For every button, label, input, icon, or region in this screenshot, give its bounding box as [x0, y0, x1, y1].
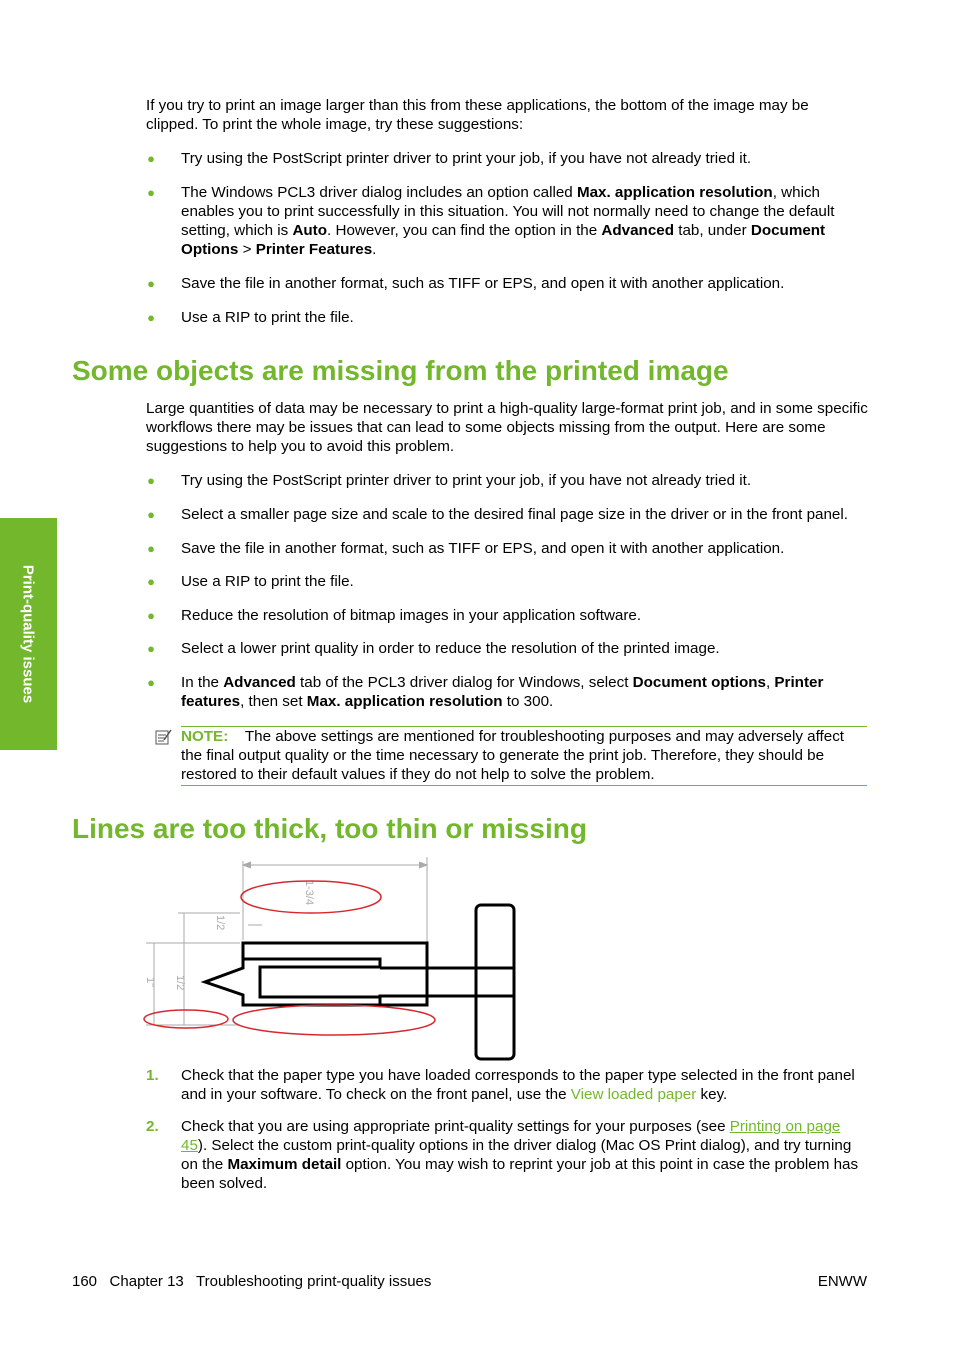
list-item-text: Select a smaller page size and scale to the desired final page size in the driver or in the front panel.: [181, 506, 848, 523]
list-item: [146, 606, 868, 625]
side-tab-label: Print-quality issues: [19, 564, 37, 704]
note-box: [181, 726, 867, 786]
list-item-text: In the Advanced tab of the PCL3 driver dialog for Windows, select Document options, Printer features, then set Max. application resolution to 300.: [181, 674, 824, 710]
step-number: 1.: [146, 1067, 159, 1084]
bullet-icon: [146, 183, 156, 202]
bullet-icon: [146, 274, 156, 293]
dim-label-1-3-4: 1-3/4: [303, 880, 315, 906]
footer-right: ENWW: [817, 1273, 867, 1290]
list-item: [146, 149, 868, 168]
list-item-text: Save the file in another format, such as TIFF or EPS, and open it with another application.: [181, 540, 785, 557]
list-item: [146, 639, 868, 658]
note-text: The above settings are mentioned for troubleshooting purposes and may adversely affect the final output quality or the time necessary to generate the print job. Therefore, they should be restored to their default values if they do not help to solve the problem.: [181, 728, 845, 783]
bullet-icon: [146, 471, 156, 490]
tool-outline: [205, 905, 514, 1059]
view-loaded-paper-link[interactable]: View loaded paper: [570, 1086, 697, 1103]
section-heading-lines: Lines are too thick, too thin or missing: [72, 813, 587, 844]
footer-chapter: Chapter 13: [109, 1273, 184, 1290]
list-item-text: Check that you are using appropriate print-quality settings for your purposes (see Printing on page 45). Select the custom print-quality options in the driver dialog (Mac OS Print dialog), and try turning on the Maximum detail option. You may wish to reprint your job at this point in case the problem has been solved.: [181, 1118, 859, 1192]
step-number: 2.: [146, 1118, 159, 1135]
list-item: [146, 183, 868, 259]
printing-page-link[interactable]: Printing on page 45: [181, 1118, 841, 1154]
note-label: NOTE:: [181, 728, 229, 745]
list-item: [146, 471, 868, 490]
list-item-text: Try using the PostScript printer driver to print your job, if you have not already tried it.: [181, 150, 752, 167]
list-item-text: Save the file in another format, such as TIFF or EPS, and open it with another application.: [181, 275, 785, 292]
bullet-icon: [146, 539, 156, 558]
list-item-text: Use a RIP to print the file.: [181, 573, 354, 590]
section1-intro: Large quantities of data may be necessary to print a high-quality large-format print job, and in some specific workflows there may be issues that can lead to some objects missing from the output. Here are some suggestions to help you to avoid this problem.: [146, 400, 868, 455]
list-item-text: Try using the PostScript printer driver to print your job, if you have not already tried it.: [181, 472, 752, 489]
section-heading-missing-objects: Some objects are missing from the printed image: [72, 355, 729, 386]
list-item: [146, 308, 868, 327]
side-tab: [0, 518, 57, 750]
list-item: [146, 572, 868, 591]
bullet-icon: [146, 505, 156, 524]
bullet-icon: [146, 308, 156, 327]
bullet-icon: [146, 606, 156, 625]
list-item: [146, 673, 868, 711]
footer-chapter-title: Troubleshooting print-quality issues: [196, 1273, 432, 1290]
intro-line-1: If you try to print an image larger than this from these applications, the bottom of the image may be: [146, 97, 809, 114]
bullet-icon: [146, 149, 156, 168]
lines-figure: [140, 855, 530, 1065]
list-item-text: Select a lower print quality in order to reduce the resolution of the printed image.: [181, 640, 720, 657]
list-item: [146, 505, 868, 524]
list-item-text: The Windows PCL3 driver dialog includes an option called Max. application resolution, which enables you to print successfully in this situation. You will not normally need to change the default setting, which is Auto. However, you can find the option in the Advanced tab, under Document Options > Printer Features.: [181, 184, 835, 258]
list-item: [146, 539, 868, 558]
list-item-text: Reduce the resolution of bitmap images in your application software.: [181, 607, 642, 624]
footer-left: [72, 1272, 431, 1291]
list-item-text: Use a RIP to print the file.: [181, 309, 354, 326]
list-item: [146, 1066, 868, 1104]
note-icon: [155, 729, 173, 745]
bullet-icon: [146, 639, 156, 658]
dim-label-half-top: 1/2: [214, 915, 226, 931]
dim-label-half-mid: 1/2: [174, 975, 186, 991]
dim-label-one-inch: 1": [144, 977, 156, 988]
list-item: [146, 274, 868, 293]
page-number: 160: [72, 1273, 98, 1290]
bullet-icon: [146, 572, 156, 591]
list-item-text: Check that the paper type you have loaded corresponds to the paper type selected in the front panel and in your software. To check on the front panel, use the View loaded paper key.: [181, 1067, 855, 1103]
bullet-icon: [146, 673, 156, 692]
list-item: [146, 1117, 868, 1193]
intro-paragraph: [146, 96, 868, 134]
intro-line-2: clipped. To print the whole image, try these suggestions:: [146, 116, 524, 133]
